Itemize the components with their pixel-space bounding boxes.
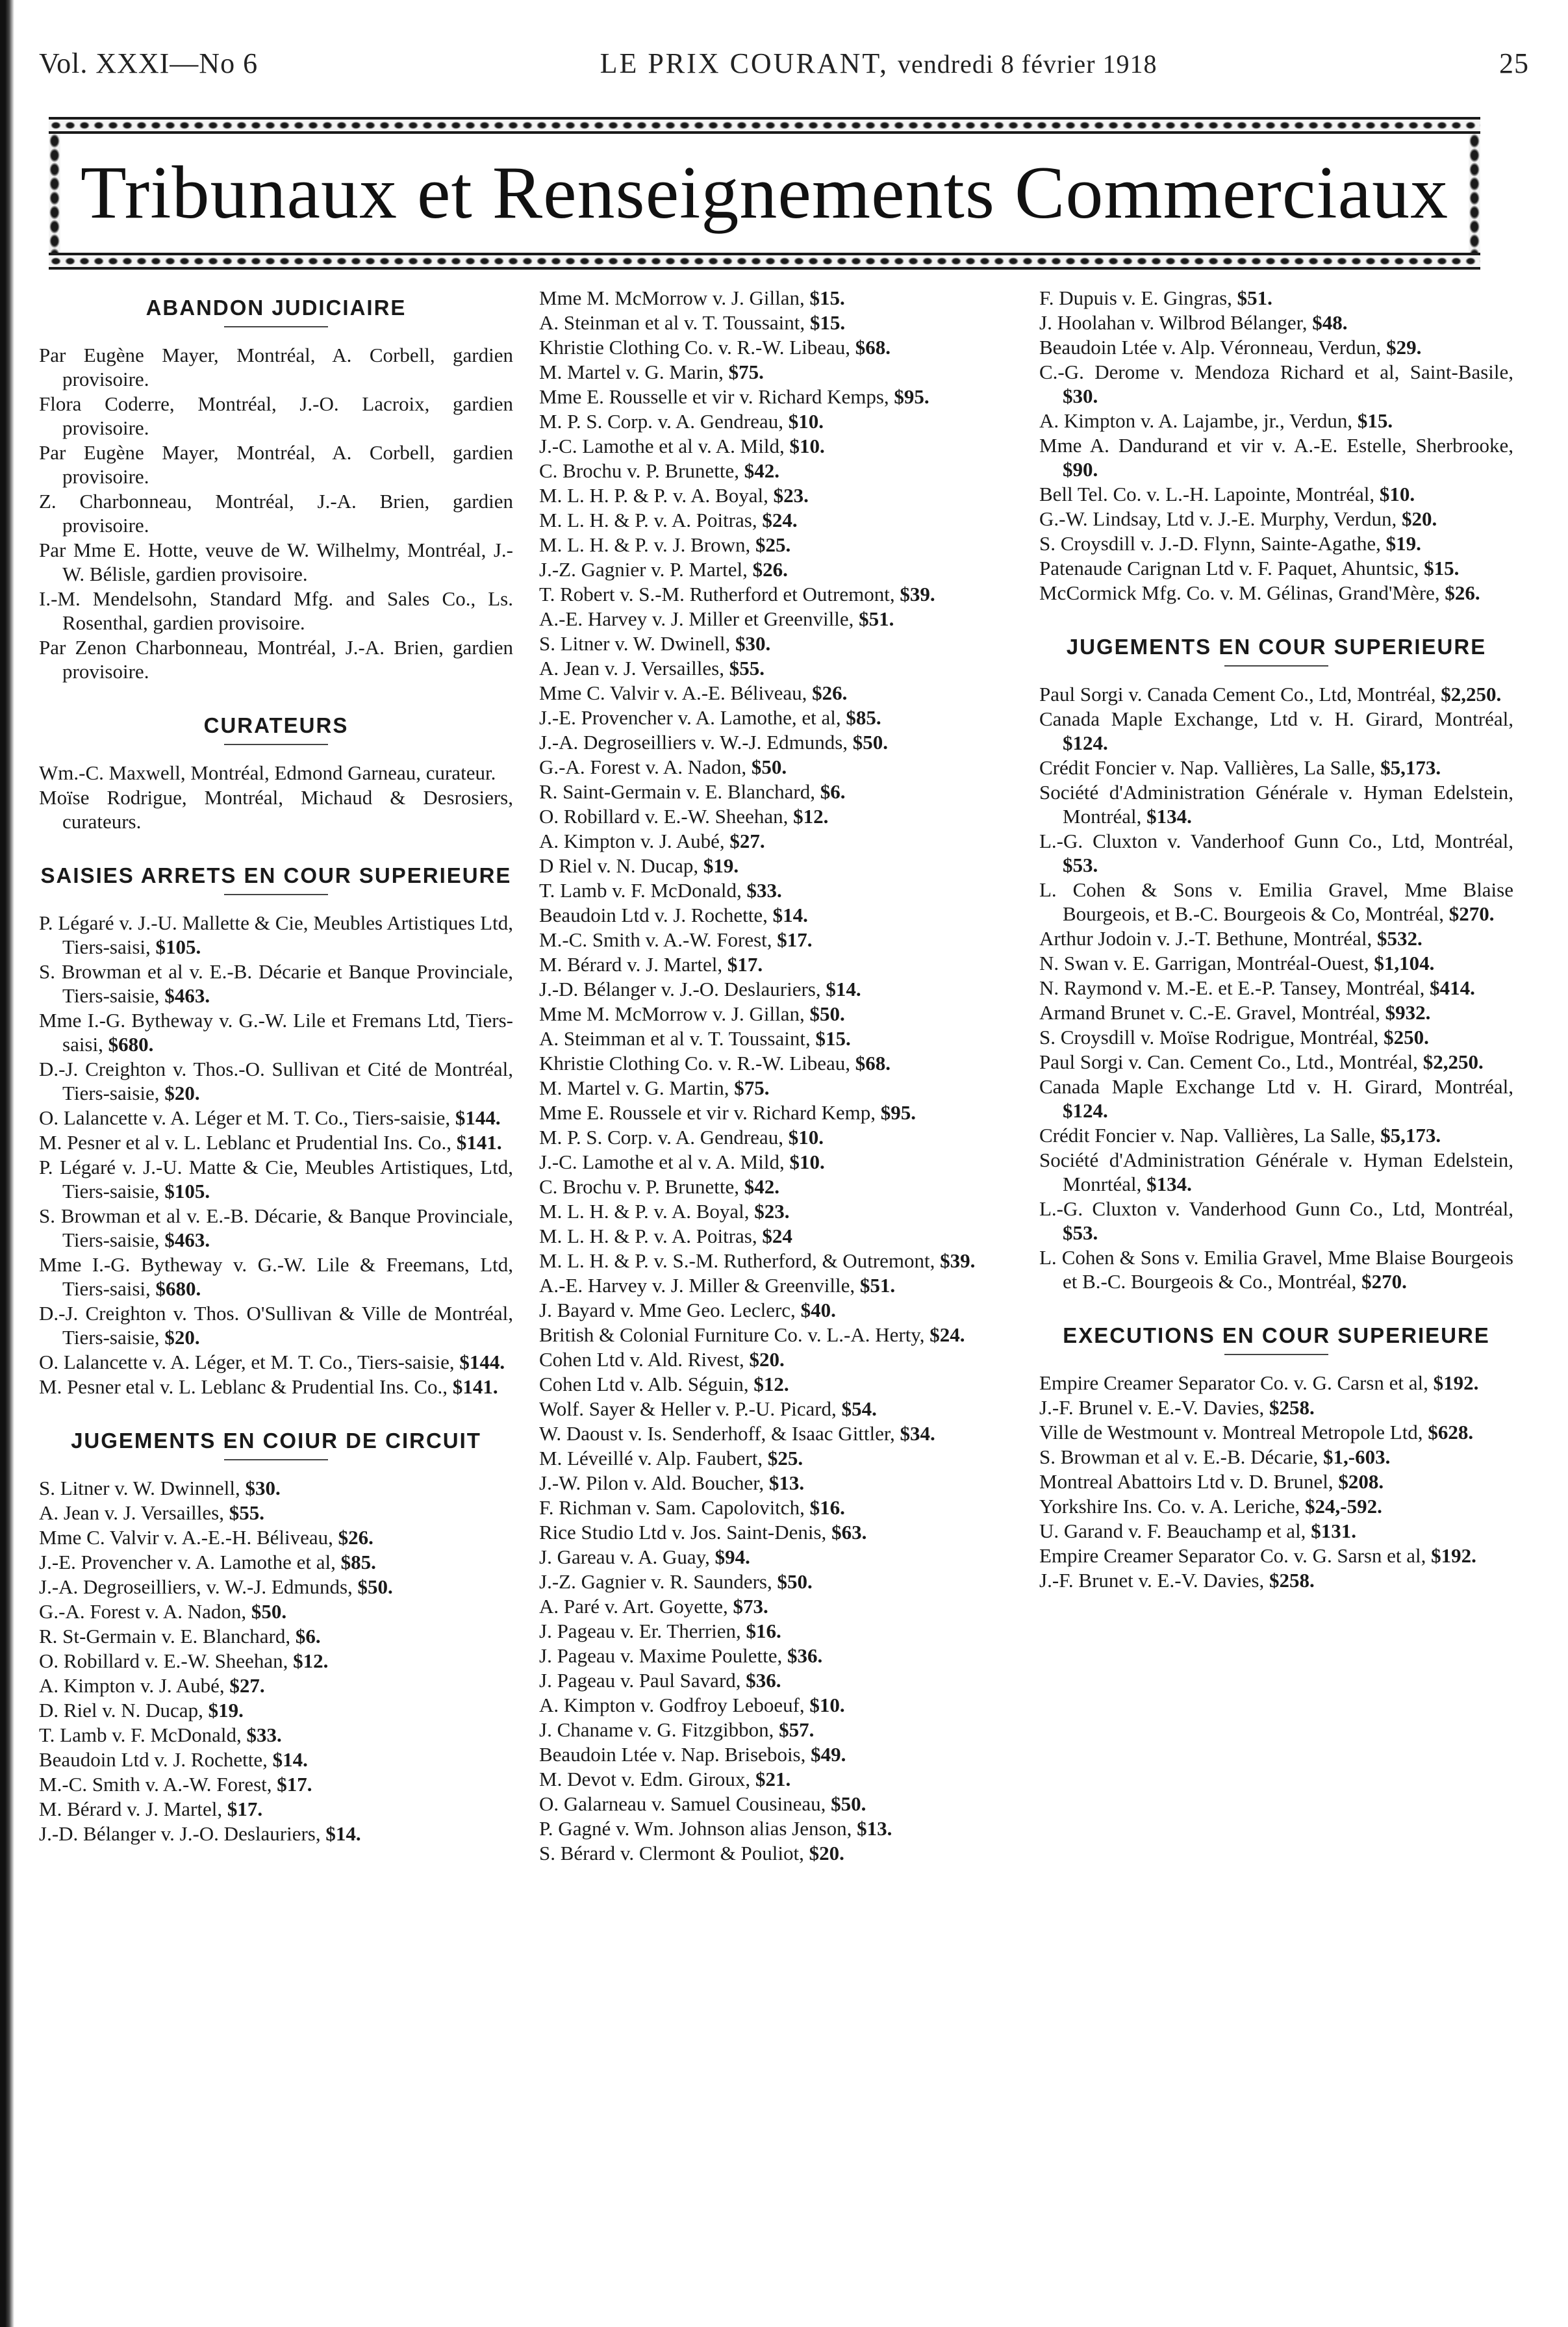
amount: $144. — [459, 1351, 505, 1373]
case-entry: Mme M. McMorrow v. J. Gillan, $15. — [539, 286, 845, 309]
section-gap — [39, 834, 513, 854]
amount: $23. — [773, 484, 809, 507]
case-entry: Mme E. Rousselle et vir v. Richard Kemps, $95. — [539, 385, 929, 408]
amount: $27. — [229, 1674, 265, 1697]
case-entry: Wolf. Sayer & Heller v. P.-U. Picard, $54. — [539, 1397, 877, 1420]
case-entry: M. L. H. & P. v. J. Brown, $25. — [539, 533, 791, 556]
amount: $14. — [272, 1748, 308, 1771]
amount: $131. — [1311, 1520, 1356, 1542]
case-entry: J.-C. Lamothe et al v. A. Mild, $10. — [539, 1151, 825, 1173]
case-entry: Paul Sorgi v. Can. Cement Co., Ltd., Montréal, $2,250. — [1039, 1050, 1484, 1073]
amount: $2,250. — [1423, 1050, 1484, 1073]
amount: $24 — [762, 1225, 792, 1247]
case-entry: A. Kimpton v. J. Aubé, $27. — [539, 830, 765, 852]
amount: $20. — [809, 1842, 844, 1864]
amount: $85. — [846, 706, 881, 729]
case-entry: D.-J. Creighton v. Thos.-O. Sullivan et Cité de Montréal, Tiers-saisie, $20. — [39, 1058, 513, 1104]
case-entry: J. Pageau v. Paul Savard, $36. — [539, 1669, 781, 1692]
section-gap — [1039, 1294, 1513, 1314]
case-entry: Par Mme E. Hotte, veuve de W. Wilhelmy, Montréal, J.-W. Bélisle, gardien provisoire. — [39, 539, 513, 585]
amount: $1,-603. — [1323, 1445, 1391, 1468]
case-entry: S. Litner v. W. Dwinell, $30. — [539, 632, 771, 655]
case-entry: Z. Charbonneau, Montréal, J.-A. Brien, gardien provisoire. — [39, 490, 513, 537]
amount: $680. — [155, 1277, 201, 1300]
amount: $14. — [325, 1822, 361, 1845]
case-entry: Montreal Abattoirs Ltd v. D. Brunel, $208. — [1039, 1470, 1384, 1493]
case-entry: Khristie Clothing Co. v. R.-W. Libeau, $68. — [539, 336, 891, 359]
case-entry: Ville de Westmount v. Montreal Metropole Ltd, $628. — [1039, 1421, 1474, 1443]
amount: $5,173. — [1380, 756, 1441, 779]
amount: $33. — [746, 879, 782, 902]
section-heading: CURATEURS — [203, 713, 349, 737]
case-entry: C. Brochu v. P. Brunette, $42. — [539, 1175, 779, 1198]
case-entry: M. P. S. Corp. v. A. Gendreau, $10. — [539, 1126, 824, 1149]
case-entry: Cohen Ltd v. Alb. Séguin, $12. — [539, 1373, 789, 1395]
amount: $105. — [164, 1180, 210, 1202]
section-heading: SAISIES ARRETS EN COUR SUPERIEURE — [40, 863, 512, 887]
amount: $463. — [164, 984, 210, 1007]
amount: $50. — [251, 1600, 287, 1623]
ornamental-border-top — [49, 117, 1480, 134]
amount: $134. — [1146, 805, 1192, 828]
section-rule — [1224, 665, 1328, 667]
issue-date: vendredi 8 février 1918 — [897, 49, 1157, 79]
case-entry: M.-C. Smith v. A.-W. Forest, $17. — [539, 928, 813, 951]
case-entry: A. Steinman et al v. T. Toussaint, $15. — [539, 311, 846, 334]
case-entry: D. Riel v. N. Ducap, $19. — [39, 1699, 244, 1722]
case-entry: M. Pesner etal v. L. Leblanc & Prudential Ins. Co., $141. — [39, 1375, 498, 1398]
case-entry: M. L. H. & P. v. A. Poitras, $24. — [539, 509, 798, 531]
case-entry: Armand Brunet v. C.-E. Gravel, Montréal, $932. — [1039, 1001, 1431, 1024]
amount: $50. — [751, 756, 787, 778]
amount: $20. — [1401, 507, 1437, 530]
case-entry: P. Légaré v. J.-U. Matte & Cie, Meubles Artistiques, Ltd, Tiers-saisie, $105. — [39, 1156, 513, 1202]
case-entry: M.-C. Smith v. A.-W. Forest, $17. — [39, 1773, 312, 1796]
page-number: 25 — [1498, 47, 1529, 79]
case-entry: Beaudoin Ltd v. J. Rochette, $14. — [39, 1748, 308, 1771]
amount: $21. — [755, 1768, 791, 1790]
section-rule — [1224, 1354, 1328, 1355]
section-heading: EXECUTIONS EN COUR SUPERIEURE — [1063, 1323, 1490, 1347]
amount: $141. — [456, 1131, 502, 1154]
case-entry: J.-D. Bélanger v. J.-O. Deslauriers, $14. — [39, 1822, 361, 1845]
amount: $192. — [1433, 1371, 1479, 1394]
amount: $25. — [755, 533, 791, 556]
column-1 — [39, 286, 513, 2300]
amount: $48. — [1312, 311, 1348, 334]
amount: $414. — [1430, 976, 1475, 999]
case-entry: Canada Maple Exchange, Ltd v. H. Girard, Montréal, $124. — [1039, 707, 1513, 754]
amount: $75. — [734, 1076, 770, 1099]
amount: $55. — [229, 1501, 264, 1524]
amount: $30. — [245, 1477, 281, 1499]
case-entry: Mme I.-G. Bytheway v. G.-W. Lile et Fremans Ltd, Tiers-saisi, $680. — [39, 1009, 513, 1056]
amount: $19. — [208, 1699, 244, 1722]
amount: $57. — [779, 1718, 815, 1741]
case-entry: G.-A. Forest v. A. Nadon, $50. — [539, 756, 787, 778]
case-entry: A. Steimman et al v. T. Toussaint, $15. — [539, 1027, 851, 1050]
case-entry: J. Pageau v. Er. Therrien, $16. — [539, 1620, 781, 1642]
case-entry: J.-E. Provencher v. A. Lamothe, et al, $85. — [539, 706, 881, 729]
section-gap — [39, 684, 513, 704]
case-entry: J. Bayard v. Mme Geo. Leclerc, $40. — [539, 1299, 836, 1321]
amount: $50. — [852, 731, 889, 754]
case-entry: M. Bérard v. J. Martel, $17. — [39, 1798, 263, 1820]
case-entry: A.-E. Harvey v. J. Miller et Greenville, $51. — [539, 607, 894, 630]
amount: $50. — [357, 1575, 393, 1598]
case-entry: McCormick Mfg. Co. v. M. Gélinas, Grand'Mère, $26. — [1039, 581, 1480, 604]
amount: $124. — [1063, 731, 1108, 754]
column-2 — [539, 286, 1013, 2300]
case-entry: J.-F. Brunet v. E.-V. Davies, $258. — [1039, 1569, 1315, 1592]
case-entry: R. St-Germain v. E. Blanchard, $6. — [39, 1625, 321, 1647]
case-entry: L.-G. Cluxton v. Vanderhoof Gunn Co., Ltd, Montréal, $53. — [1039, 830, 1513, 876]
case-entry: Par Eugène Mayer, Montréal, A. Corbell, gardien provisoire. — [39, 441, 513, 488]
section-heading: ABANDON JUDICIAIRE — [145, 296, 407, 320]
case-entry: R. Saint-Germain v. E. Blanchard, $6. — [539, 780, 846, 803]
section-rule — [224, 1459, 328, 1460]
case-entry: W. Daoust v. Is. Senderhoff, & Isaac Gittler, $34. — [539, 1422, 935, 1445]
case-entry: Rice Studio Ltd v. Jos. Saint-Denis, $63. — [539, 1521, 867, 1544]
amount: $49. — [811, 1743, 846, 1766]
amount: $50. — [777, 1570, 813, 1593]
amount: $15. — [815, 1027, 851, 1050]
case-entry: J.-C. Lamothe et al v. A. Mild, $10. — [539, 435, 825, 457]
case-entry: Par Zenon Charbonneau, Montréal, J.-A. Brien, gardien provisoire. — [39, 636, 513, 683]
amount: $51. — [859, 1274, 896, 1297]
case-entry: J.-F. Brunel v. E.-V. Davies, $258. — [1039, 1396, 1315, 1419]
amount: $51. — [1237, 286, 1272, 309]
case-entry: F. Dupuis v. E. Gingras, $51. — [1039, 286, 1272, 309]
amount: $95. — [880, 1101, 916, 1124]
case-entry: Beaudoin Ltée v. Nap. Brisebois, $49. — [539, 1743, 846, 1766]
case-entry: J.-E. Provencher v. A. Lamothe et al, $85. — [39, 1551, 376, 1573]
amount: $17. — [277, 1773, 312, 1796]
case-entry: G.-A. Forest v. A. Nadon, $50. — [39, 1600, 287, 1623]
case-entry: Mme C. Valvir v. A.-E.-H. Béliveau, $26. — [39, 1526, 373, 1549]
amount: $24. — [929, 1323, 965, 1346]
amount: $250. — [1384, 1026, 1429, 1049]
amount: $13. — [857, 1817, 892, 1840]
case-entry: S. Croysdill v. J.-D. Flynn, Sainte-Agathe, $19. — [1039, 532, 1421, 555]
case-entry: A. Jean v. J. Versailles, $55. — [539, 657, 765, 680]
column-3 — [1039, 286, 1513, 2300]
amount: $270. — [1448, 902, 1495, 925]
case-entry: A. Kimpton v. A. Lajambe, jr., Verdun, $15. — [1039, 409, 1393, 432]
case-entry: M. L. H. & P. v. S.-M. Rutherford, & Outremont, $39. — [539, 1249, 976, 1272]
amount: $10. — [789, 1151, 825, 1173]
case-entry: U. Garand v. F. Beauchamp et al, $131. — [1039, 1520, 1356, 1542]
journal-name: LE PRIX COURANT, — [600, 47, 889, 79]
case-entry: J. Chaname v. G. Fitzgibbon, $57. — [539, 1718, 815, 1741]
case-entry: D.-J. Creighton v. Thos. O'Sullivan & Ville de Montréal, Tiers-saisie, $20. — [39, 1302, 513, 1349]
amount: $12. — [753, 1373, 789, 1395]
journal-line — [600, 47, 1157, 80]
volume-number: Vol. XXXI—No 6 — [39, 47, 259, 79]
amount: $12. — [793, 805, 829, 828]
case-entry: Crédit Foncier v. Nap. Vallières, La Salle, $5,173. — [1039, 1124, 1441, 1147]
case-entry: I.-M. Mendelsohn, Standard Mfg. and Sales Co., Ls. Rosenthal, gardien provisoire. — [39, 587, 513, 634]
case-entry: S. Litner v. W. Dwinnell, $30. — [39, 1477, 281, 1499]
amount: $141. — [452, 1375, 498, 1398]
case-entry: Beaudoin Ltd v. J. Rochette, $14. — [539, 904, 808, 926]
case-entry: F. Richman v. Sam. Capolovitch, $16. — [539, 1496, 845, 1519]
amount: $16. — [746, 1620, 781, 1642]
case-entry: A. Jean v. J. Versailles, $55. — [39, 1501, 264, 1524]
section-rule — [224, 326, 328, 327]
amount: $39. — [900, 583, 935, 605]
case-entry: C.-G. Derome v. Mendoza Richard et al, Saint-Basile, $30. — [1039, 361, 1513, 407]
case-entry: Société d'Administration Générale v. Hyman Edelstein, Monrtéal, $134. — [1039, 1149, 1513, 1195]
case-entry: Yorkshire Ins. Co. v. A. Leriche, $24,-592. — [1039, 1495, 1382, 1518]
amount: $30. — [1063, 385, 1098, 407]
amount: $94. — [714, 1545, 750, 1568]
amount: $10. — [788, 1126, 824, 1149]
amount: $17. — [227, 1798, 263, 1820]
case-entry: J. Gareau v. A. Guay, $94. — [539, 1545, 750, 1568]
amount: $36. — [787, 1644, 823, 1667]
amount: $6. — [820, 780, 846, 803]
case-entry: A.-E. Harvey v. J. Miller & Greenville, $51. — [539, 1274, 896, 1297]
amount: $90. — [1063, 458, 1098, 481]
case-entry: Mme M. McMorrow v. J. Gillan, $50. — [539, 1002, 845, 1025]
section-gap — [39, 1399, 513, 1419]
case-entry: Khristie Clothing Co. v. R.-W. Libeau, $68. — [539, 1052, 891, 1074]
amount: $36. — [746, 1669, 781, 1692]
case-entry: S. Browman et al v. E.-B. Décarie, $1,-603. — [1039, 1445, 1391, 1468]
case-entry: M. Martel v. G. Martin, $75. — [539, 1076, 770, 1099]
case-entry: M. P. S. Corp. v. A. Gendreau, $10. — [539, 410, 824, 433]
case-entry: O. Lalancette v. A. Léger, et M. T. Co., Tiers-saisie, $144. — [39, 1351, 505, 1373]
case-entry: M. L. H. & P. v. A. Boyal, $23. — [539, 1200, 790, 1223]
case-entry: N. Raymond v. M.-E. et E.-P. Tansey, Montréal, $414. — [1039, 976, 1475, 999]
amount: $42. — [744, 1175, 779, 1198]
amount: $258. — [1269, 1569, 1315, 1592]
case-entry: Mme A. Dandurand et vir v. A.-E. Estelle, Sherbrooke, $90. — [1039, 434, 1513, 481]
amount: $25. — [767, 1447, 803, 1469]
case-entry: N. Swan v. E. Garrigan, Montréal-Ouest, $1,104. — [1039, 952, 1435, 974]
amount: $10. — [788, 410, 824, 433]
amount: $19. — [1385, 532, 1421, 555]
amount: $55. — [729, 657, 765, 680]
amount: $26. — [338, 1526, 373, 1549]
case-entry: M. L. H. & P. v. A. Poitras, $24 — [539, 1225, 792, 1247]
case-entry: J.-Z. Gagnier v. R. Saunders, $50. — [539, 1570, 813, 1593]
case-entry: D Riel v. N. Ducap, $19. — [539, 854, 739, 877]
amount: $2,250. — [1441, 683, 1502, 706]
amount: $53. — [1063, 1221, 1098, 1244]
amount: $16. — [809, 1496, 845, 1519]
amount: $39. — [940, 1249, 976, 1272]
case-entry: A. Paré v. Art. Goyette, $73. — [539, 1595, 768, 1618]
amount: $17. — [727, 953, 763, 976]
amount: $105. — [155, 935, 201, 958]
amount: $5,173. — [1380, 1124, 1441, 1147]
amount: $15. — [809, 286, 845, 309]
amount: $30. — [735, 632, 771, 655]
case-entry: L. Cohen & Sons v. Emilia Gravel, Mme Blaise Bourgeois, et B.-C. Bourgeois & Co, Montréal, $270. — [1039, 878, 1513, 925]
case-entry: O. Lalancette v. A. Léger et M. T. Co., Tiers-saisie, $144. — [39, 1106, 501, 1129]
amount: $51. — [859, 607, 894, 630]
amount: $680. — [108, 1033, 154, 1056]
amount: $42. — [744, 459, 779, 482]
amount: $50. — [809, 1002, 845, 1025]
case-entry: J. Hoolahan v. Wilbrod Bélanger, $48. — [1039, 311, 1348, 334]
amount: $932. — [1385, 1001, 1431, 1024]
amount: $258. — [1269, 1396, 1315, 1419]
case-entry: Flora Coderre, Montréal, J.-O. Lacroix, gardien provisoire. — [39, 392, 513, 439]
case-entry: Crédit Foncier v. Nap. Vallières, La Salle, $5,173. — [1039, 756, 1441, 779]
case-entry: Beaudoin Ltée v. Alp. Véronneau, Verdun, $29. — [1039, 336, 1422, 359]
amount: $10. — [1379, 483, 1415, 505]
case-entry: T. Robert v. S.-M. Rutherford et Outremont, $39. — [539, 583, 935, 605]
amount: $68. — [855, 336, 891, 359]
amount: $54. — [841, 1397, 877, 1420]
amount: $124. — [1063, 1099, 1108, 1122]
amount: $628. — [1428, 1421, 1474, 1443]
amount: $6. — [295, 1625, 321, 1647]
ornamental-border-bottom — [49, 253, 1480, 270]
case-entry: J.-W. Pilon v. Ald. Boucher, $13. — [539, 1471, 805, 1494]
case-entry: M. Léveillé v. Alp. Faubert, $25. — [539, 1447, 803, 1469]
section-gap — [1039, 605, 1513, 625]
amount: $270. — [1361, 1270, 1407, 1293]
case-entry: L.-G. Cluxton v. Vanderhood Gunn Co., Ltd, Montréal, $53. — [1039, 1197, 1513, 1244]
amount: $63. — [831, 1521, 867, 1544]
amount: $27. — [729, 830, 765, 852]
amount: $29. — [1386, 336, 1422, 359]
amount: $53. — [1063, 854, 1098, 876]
amount: $20. — [164, 1326, 200, 1349]
amount: $532. — [1377, 927, 1423, 950]
section-rule — [224, 744, 328, 745]
case-entry: T. Lamb v. F. McDonald, $33. — [539, 879, 782, 902]
amount: $1,104. — [1374, 952, 1435, 974]
amount: $17. — [777, 928, 813, 951]
case-entry: Bell Tel. Co. v. L.-H. Lapointe, Montréal, $10. — [1039, 483, 1415, 505]
amount: $134. — [1146, 1173, 1192, 1195]
case-entry: O. Robillard v. E.-W. Sheehan, $12. — [39, 1649, 329, 1672]
amount: $20. — [749, 1348, 785, 1371]
section-rule — [224, 894, 328, 895]
page-title: Tribunaux et Renseignements Commerciaux — [80, 151, 1449, 235]
case-entry: Par Eugène Mayer, Montréal, A. Corbell, gardien provisoire. — [39, 344, 513, 390]
case-entry: Société d'Administration Générale v. Hyman Edelstein, Montréal, $134. — [1039, 781, 1513, 828]
amount: $85. — [340, 1551, 376, 1573]
amount: $24,-592. — [1305, 1495, 1382, 1518]
amount: $13. — [768, 1471, 805, 1494]
title-banner — [49, 117, 1480, 270]
case-entry: Mme I.-G. Bytheway v. G.-W. Lile & Freemans, Ltd, Tiers-saisi, $680. — [39, 1253, 513, 1300]
case-entry: Paul Sorgi v. Canada Cement Co., Ltd, Montréal, $2,250. — [1039, 683, 1502, 706]
case-entry: Patenaude Carignan Ltd v. F. Paquet, Ahuntsic, $15. — [1039, 557, 1460, 579]
case-entry: Mme E. Roussele et vir v. Richard Kemp, $95. — [539, 1101, 916, 1124]
case-entry: J.-Z. Gagnier v. P. Martel, $26. — [539, 558, 788, 581]
case-entry: L. Cohen & Sons v. Emilia Gravel, Mme Blaise Bourgeois et B.-C. Bourgeois & Co., Montréal, $270. — [1039, 1246, 1513, 1293]
case-entry: S. Browman et al v. E.-B. Décarie, & Banque Provinciale, Tiers-saisie, $463. — [39, 1204, 513, 1251]
case-entry: T. Lamb v. F. McDonald, $33. — [39, 1723, 282, 1746]
amount: $75. — [728, 361, 764, 383]
amount: $463. — [164, 1228, 210, 1251]
case-entry: Cohen Ltd v. Ald. Rivest, $20. — [539, 1348, 785, 1371]
section-heading: JUGEMENTS EN COUR SUPERIEURE — [1066, 635, 1487, 659]
case-entry: Moïse Rodrigue, Montréal, Michaud & Desrosiers, curateurs. — [39, 786, 513, 833]
section-heading: JUGEMENTS EN COIUR DE CIRCUIT — [71, 1429, 481, 1453]
case-entry: P. Légaré v. J.-U. Mallette & Cie, Meubles Artistiques Ltd, Tiers-saisi, $105. — [39, 911, 513, 958]
amount: $12. — [293, 1649, 329, 1672]
case-entry: M. L. H. P. & P. v. A. Boyal, $23. — [539, 484, 809, 507]
amount: $10. — [789, 435, 825, 457]
amount: $23. — [754, 1200, 790, 1223]
amount: $19. — [703, 854, 739, 877]
case-entry: A. Kimpton v. Godfroy Leboeuf, $10. — [539, 1694, 845, 1716]
amount: $50. — [831, 1792, 866, 1815]
case-entry: O. Galarneau v. Samuel Cousineau, $50. — [539, 1792, 866, 1815]
case-entry: Canada Maple Exchange Ltd v. H. Girard, Montréal, $124. — [1039, 1075, 1513, 1122]
case-entry: J.-D. Bélanger v. J.-O. Deslauriers, $14. — [539, 978, 861, 1000]
amount: $15. — [1424, 557, 1460, 579]
amount: $15. — [809, 311, 846, 334]
amount: $34. — [900, 1422, 935, 1445]
case-entry: J.-A. Degroseilliers, v. W.-J. Edmunds, $50. — [39, 1575, 393, 1598]
case-entry: M. Martel v. G. Marin, $75. — [539, 361, 764, 383]
amount: $14. — [772, 904, 808, 926]
case-entry: J.-A. Degroseilliers v. W.-J. Edmunds, $50. — [539, 731, 889, 754]
amount: $192. — [1431, 1544, 1476, 1567]
amount: $73. — [733, 1595, 768, 1618]
running-head — [39, 47, 1529, 86]
amount: $15. — [1357, 409, 1393, 432]
amount: $40. — [800, 1299, 836, 1321]
case-entry: C. Brochu v. P. Brunette, $42. — [539, 459, 779, 482]
amount: $10. — [809, 1694, 845, 1716]
case-entry: J. Pageau v. Maxime Poulette, $36. — [539, 1644, 823, 1667]
case-entry: S. Browman et al v. E.-B. Décarie et Banque Provinciale, Tiers-saisie, $463. — [39, 960, 513, 1007]
amount: $95. — [894, 385, 929, 408]
case-entry: A. Kimpton v. J. Aubé, $27. — [39, 1674, 265, 1697]
amount: $208. — [1338, 1470, 1384, 1493]
case-entry: Arthur Jodoin v. J.-T. Bethune, Montréal, $532. — [1039, 927, 1423, 950]
amount: $144. — [455, 1106, 501, 1129]
case-entry: G.-W. Lindsay, Ltd v. J.-E. Murphy, Verdun, $20. — [1039, 507, 1437, 530]
amount: $26. — [752, 558, 788, 581]
case-entry: Wm.-C. Maxwell, Montréal, Edmond Garneau, curateur. — [39, 761, 496, 784]
amount: $24. — [762, 509, 798, 531]
scan-edge — [0, 0, 14, 2327]
amount: $26. — [812, 681, 848, 704]
case-entry: M. Devot v. Edm. Giroux, $21. — [539, 1768, 791, 1790]
amount: $20. — [164, 1082, 200, 1104]
case-entry: S. Croysdill v. Moïse Rodrigue, Montréal, $250. — [1039, 1026, 1429, 1049]
amount: $26. — [1445, 581, 1480, 604]
text-columns — [39, 286, 1513, 2300]
case-entry: M. Bérard v. J. Martel, $17. — [539, 953, 763, 976]
case-entry: S. Bérard v. Clermont & Pouliot, $20. — [539, 1842, 844, 1864]
case-entry: O. Robillard v. E.-W. Sheehan, $12. — [539, 805, 829, 828]
amount: $68. — [855, 1052, 891, 1074]
amount: $33. — [246, 1723, 282, 1746]
case-entry: Mme C. Valvir v. A.-E. Béliveau, $26. — [539, 681, 848, 704]
case-entry: P. Gagné v. Wm. Johnson alias Jenson, $13. — [539, 1817, 892, 1840]
amount: $14. — [826, 978, 861, 1000]
case-entry: Empire Creamer Separator Co. v. G. Carsn et al, $192. — [1039, 1371, 1479, 1394]
case-entry: Empire Creamer Separator Co. v. G. Sarsn et al, $192. — [1039, 1544, 1476, 1567]
case-entry: British & Colonial Furniture Co. v. L.-A. Herty, $24. — [539, 1323, 965, 1346]
case-entry: M. Pesner et al v. L. Leblanc et Prudential Ins. Co., $141. — [39, 1131, 502, 1154]
